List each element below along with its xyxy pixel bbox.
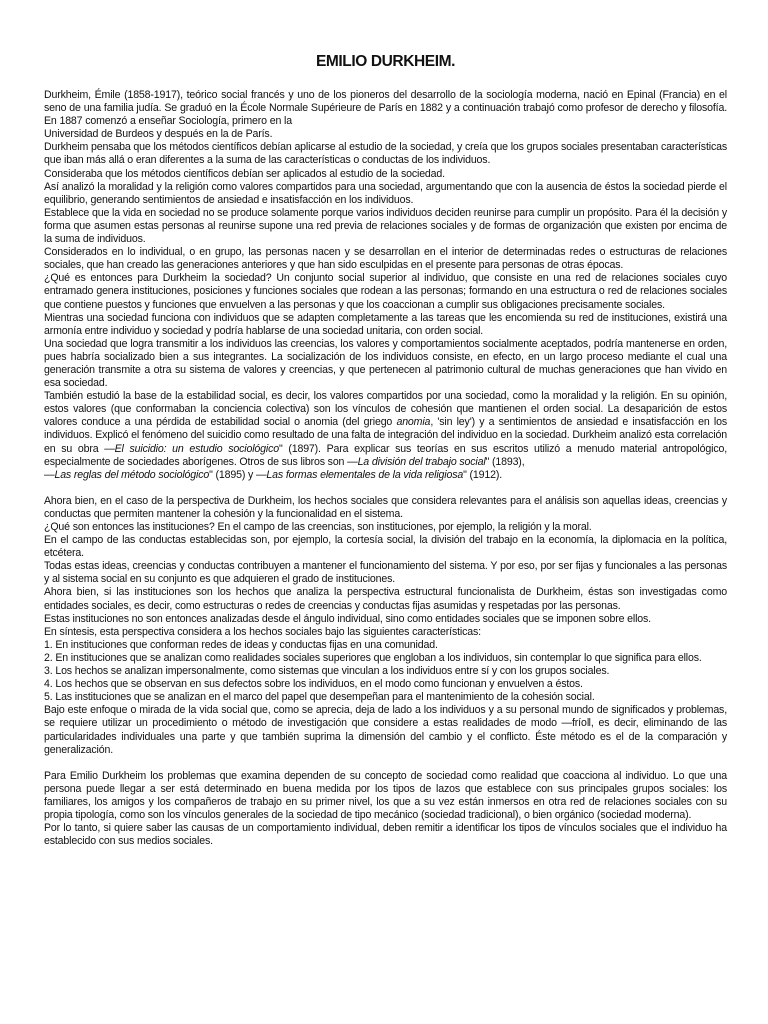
list-item-5: 5. Las instituciones que se analizan en el marco del papel que desempeñan para el mantenimiento de la cohesión social.: [44, 691, 595, 704]
book-title-suicidio: El suicidio: un estudio sociológico: [114, 442, 279, 455]
paragraph-enfoque-metodo: Bajo este enfoque o mirada de la vida social que, como se aprecia, deja de lado a los individuos y a su personal mundo de significados y problemas, se requiere utilizar un procedimiento o método de investigación que considere a estas realidades de modo —frío‖, es decir, eliminando de las particularidades individuales una parte y que también suprima la dimensión del cambio y el conflicto. Éste método es el de la comparación y generalización.: [44, 704, 727, 756]
paragraph-morality-religion: Así analizó la moralidad y la religión como valores compartidos para una sociedad, argumentando que con la ausencia de éstos la sociedad pierde el equilibrio, generando sentimientos de ansiedad e insatisfacción en los individuos.: [44, 180, 727, 206]
document-body: [44, 89, 727, 848]
section-spacer: [44, 757, 727, 770]
paragraph-socializacion: Una sociedad que logra transmitir a los individuos las creencias, los valores y comportamientos socialmente aceptados, podría mantenerse en orden, pues habría socializado bien a sus integrantes. La socialización de los individuos consiste, en efecto, en un largo proceso mediante el cual una generación transmite a otra su sistema de valores y creencias, y que pertenecen al patrimonio cultural de muchas generaciones que han vivido en esa sociedad.: [44, 337, 727, 390]
paragraph-conductas-establecidas: En el campo de las conductas establecidas son, por ejemplo, la cortesía social, la división del trabajo en la economía, la diplomacia en la política, etcétera.: [44, 534, 727, 560]
book-year-1895: " (1895) y: [209, 468, 256, 481]
paragraph-ahora-bien: Ahora bien, en el caso de la perspectiva de Durkheim, los hechos sociales que considera relevantes para el análisis son aquellas ideas, creencias y conductas que permiten mantener la cohesión y la funcionalidad en el sistema.: [44, 494, 727, 520]
anomia-term: anomia: [396, 416, 431, 429]
book-year-1893: " (1893),: [485, 455, 525, 468]
dash-glyph: —: [347, 455, 358, 468]
dash-glyph: —: [255, 468, 267, 481]
dash-glyph: —: [104, 442, 115, 455]
paragraph-estabilidad-social: [44, 390, 727, 482]
paragraph-considerados: Considerados en lo individual, o en grupo, las personas nacen y se desarrollan en el interior de determinadas redes o estructuras de relaciones sociales, que han creado las generaciones anteriores y que han sido esculpidas en el presente para personas de otras épocas.: [44, 246, 727, 272]
paragraph-consideraba: Consideraba que los métodos científicos debían ser aplicados al estudio de la sociedad.: [44, 167, 445, 180]
paragraph-concepto-sociedad: Para Emilio Durkheim los problemas que examina dependen de su concepto de sociedad como realidad que coacciona al individuo. Lo que una persona puede llegar a ser está determinado en buena medida por los tipos de lazos que establece con sus principales grupos sociales: los familiares, los amigos y los compañeros de trabajo en su primer nivel, los que a su vez están inmersos en otra red de relaciones sociales con su propia tipología, como son los vínculos generales de la sociedad de tipo mecánico (sociedad tradicional), o bien orgánico (sociedad moderna).: [44, 769, 727, 821]
book-title-formas: Las formas elementales de la vida religiosa: [266, 468, 464, 481]
section-spacer: [44, 482, 727, 495]
paragraph-que-es-sociedad: ¿Qué es entonces para Durkheim la sociedad? Un conjunto social superior al individuo, que consiste en una red de relaciones sociales cuyo entramado genera instituciones, posiciones y funciones sociales que rodean a las personas; formando en una estructura o red de relaciones sociales que contiene puestos y funciones que envuelven a las personas y que los coaccionan a cumplir sus obligaciones precisamente sociales.: [44, 272, 727, 311]
anomia-after-text: , 'sin ley') y a sentimientos de ansiedad e insatisfacción en los individuos. Explicó el fenómeno del suicidio como resultado de una falta de integración del individuo en la sociedad. Durkheim analizó esta correlación en su obra: [44, 416, 728, 455]
paragraph-conclusion: Por lo tanto, si quiere saber las causas de un comportamiento individual, deben remitir a identificar los tipos de vínculos sociales que el individuo ha establecido con sus medios sociales.: [44, 822, 727, 848]
book-title-division: La división del trabajo social: [357, 455, 486, 468]
paragraph-angulo-individual: Estas instituciones no son entonces analizadas desde el ángulo individual, sino como entidades sociales que se imponen sobre ellos.: [44, 612, 651, 625]
list-item-4: 4. Los hechos que se observan en sus defectos sobre los individuos, en el modo como funcionan y envuelven a éstos.: [44, 678, 583, 691]
page-title: EMILIO DURKHEIM.: [315, 53, 456, 70]
paragraph-en-sintesis: En síntesis, esta perspectiva considera a los hechos sociales bajo las siguientes características:: [44, 625, 481, 638]
book-year-1897: " (1897). Para explicar sus teorías en sus escritos utilizó a menudo material antropológico, especialmente de sociedades aborígenes. Otros de sus libros son: [44, 442, 728, 468]
paragraph-instituciones-question: ¿Qué son entonces las instituciones? En el campo de las creencias, son instituciones, por ejemplo, la religión y la moral.: [44, 521, 592, 533]
paragraph-universities: Universidad de Burdeos y después en la de París.: [44, 128, 273, 141]
book-title-reglas: Las reglas del método sociológico: [54, 468, 210, 481]
list-item-1: 1. En instituciones que conforman redes de ideas y conductas fijas en una comunidad.: [44, 638, 438, 651]
paragraph-todas-estas-ideas: Todas estas ideas, creencias y conductas contribuyen a mantener el funcionamiento del sistema. Y por eso, por ser fijas y funcionales a las personas y al sistema social en su conjunto es que adquieren el grado de instituciones.: [44, 560, 727, 586]
paragraph-armonia: Mientras una sociedad funciona con individuos que se adapten completamente a las tareas que les encomienda su red de instituciones, existirá una armonía entre individuo y sociedad y podría hablarse de una sociedad unitaria, con orden social.: [44, 311, 727, 337]
paragraph-estructural-funcionalista: Ahora bien, si las instituciones son los hechos que analiza la perspectiva estructural funcionalista de Durkheim, éstas son investigadas como entidades sociales, es decir, como estructuras o redes de creencias y conductas fijas asumidas y respetadas por las personas.: [44, 586, 727, 612]
book-year-1912: " (1912).: [463, 468, 503, 481]
paragraph-intro: Durkheim, Émile (1858-1917), teórico social francés y uno de los pioneros del desarrollo de la sociología moderna, nació en Epinal (Francia) en el seno de una familia judía. Se graduó en la École Normale Supérieure de París en 1882 y a continuación trabajó como profesor de derecho y filosofía. En 1887 comenzó a enseñar Sociología, primero en la: [44, 89, 727, 128]
paragraph-scientific-methods: Durkheim pensaba que los métodos científicos debían aplicarse al estudio de la sociedad, y creía que los grupos sociales presentaban características que iban más allá o eran diferentes a la suma de las características o conductas de los individuos.: [44, 141, 727, 167]
list-item-2: 2. En instituciones que se analizan como realidades sociales superiores que engloban a los individuos, sin contemplar lo que significa para ellos.: [44, 651, 702, 664]
estabilidad-text: También estudió la base de la estabilidad social, es decir, los valores compartidos por una sociedad, como la moralidad y la religión. En su opinión, estos valores (que conformaban la conciencia colectiva) son los vínculos de cohesión que mantienen el orden social. La desaparición de estos valores conduce a una pérdida de estabilidad social o anomia (del griego: [44, 390, 727, 429]
paragraph-vida-en-sociedad: Establece que la vida en sociedad no se produce solamente porque varios individuos deciden reunirse para cumplir un propósito. Para él la decisión y forma que asumen estas personas al reunirse supone una red previa de relaciones sociales y de formas de organización que existen por encima de la suma de individuos.: [44, 206, 727, 246]
dash-glyph: —: [44, 468, 55, 481]
list-item-3: 3. Los hechos se analizan impersonalmente, como sistemas que vinculan a los individuos entre sí y con los grupos sociales.: [44, 665, 610, 678]
